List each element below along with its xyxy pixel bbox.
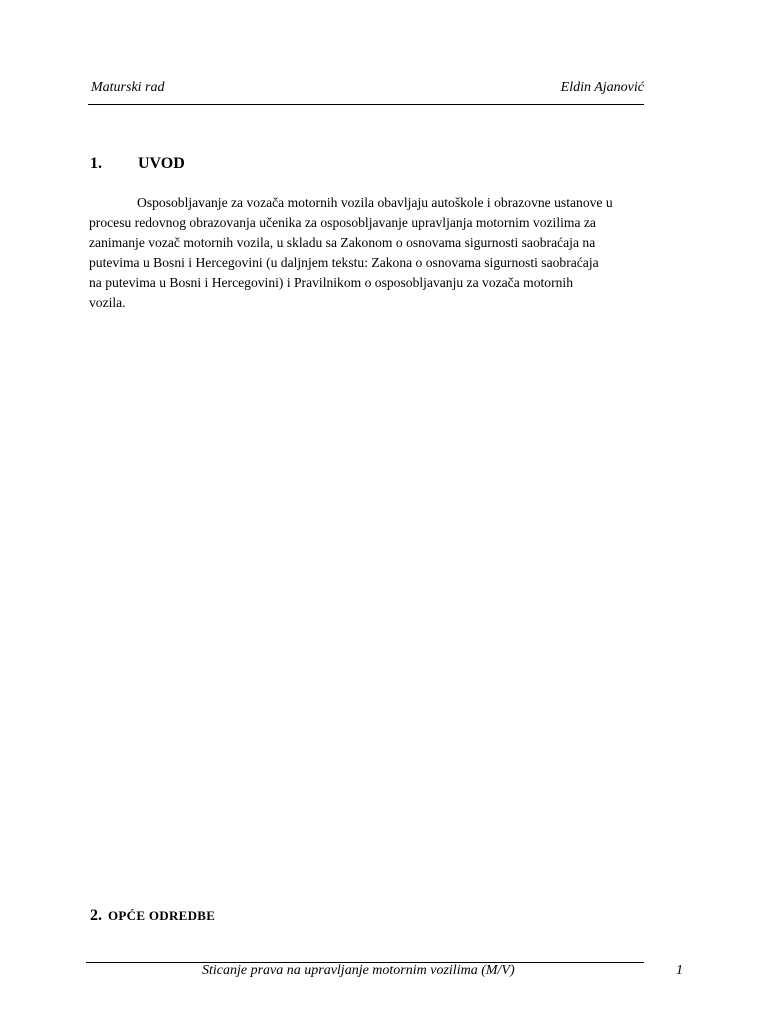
section-1-paragraph xyxy=(89,193,684,313)
section-1-number: 1. xyxy=(90,155,102,172)
paragraph-line: Osposobljavanje za vozača motornih vozila obavljaju autoškole i obrazovne ustanove u xyxy=(137,195,613,210)
section-1-title: UVOD xyxy=(138,155,185,172)
section-2-number: 2. xyxy=(90,907,102,924)
header-divider xyxy=(88,104,644,105)
paragraph-line: na putevima u Bosni i Hercegovini) i Pravilnikom o osposobljavanju za vozača motornih xyxy=(89,275,573,290)
section-2-title: OPĆE ODREDBE xyxy=(108,908,216,923)
page-number: 1 xyxy=(676,963,683,978)
section-2-heading xyxy=(90,907,215,925)
header-author: Eldin Ajanović xyxy=(560,80,644,95)
footer-title: Sticanje prava na upravljanje motornim vozilima (M/V) xyxy=(202,963,515,978)
paragraph-line: putevima u Bosni i Hercegovini (u daljnjem tekstu: Zakona o osnovama sigurnosti saobraćaja xyxy=(89,255,599,270)
page-header xyxy=(88,80,644,102)
paragraph-line: zanimanje vozač motornih vozila, u skladu sa Zakonom o osnovama sigurnosti saobraćaja na xyxy=(89,235,596,250)
header-document-type: Maturski rad xyxy=(91,80,165,95)
section-1-heading xyxy=(90,155,185,173)
paragraph-line: procesu redovnog obrazovanja učenika za osposobljavanje upravljanja motornim vozilima za xyxy=(89,215,596,230)
paragraph-line: vozila. xyxy=(89,295,126,310)
